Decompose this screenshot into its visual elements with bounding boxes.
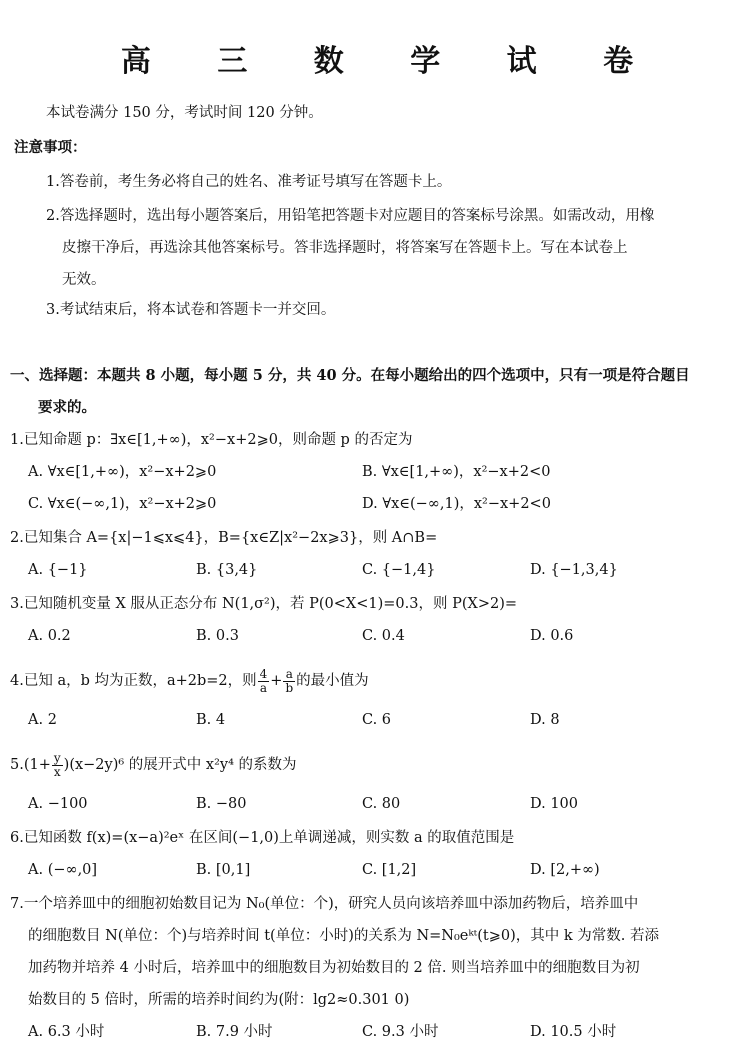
q4-fraction-2-num: a	[283, 668, 295, 682]
q7-line-1: 7.一个培养皿中的细胞初始数目记为 N₀(单位：个)，研究人员向该培养皿中添加药物后，培养皿中	[10, 896, 639, 912]
q4-fraction-1	[258, 668, 270, 695]
q4-fraction-2	[283, 668, 295, 695]
q3-option-d: D. 0.6	[530, 628, 574, 644]
q4-fraction-2-den: b	[285, 680, 294, 695]
notice-2: 2.答选择题时，选出每小题答案后，用铅笔把答题卡对应题目的答案标号涂黑。如需改动，用橡	[46, 208, 655, 224]
intro-text: 本试卷满分 150 分，考试时间 120 分钟。	[46, 105, 323, 121]
section-heading-cont: 要求的。	[38, 399, 96, 416]
q6-option-c: C. [1,2]	[362, 862, 417, 878]
q2-option-d: D. {−1,3,4}	[530, 562, 618, 578]
q4-option-d: D. 8	[530, 712, 560, 728]
q5-option-d: D. 100	[530, 796, 579, 812]
q4-option-a: A. 2	[28, 712, 57, 728]
q6-option-d: D. [2,+∞)	[530, 862, 600, 878]
q5-stem	[10, 750, 297, 780]
notice-3: 3.考试结束后，将本试卷和答题卡一并交回。	[46, 302, 336, 318]
page-title: 高 三 数 学 试 卷	[120, 44, 662, 79]
q5-fraction-num: y	[53, 750, 61, 765]
q3-option-a: A. 0.2	[28, 628, 71, 644]
notice-2-end: 无效。	[62, 272, 106, 288]
q7-option-a: A. 6.3 小时	[28, 1024, 105, 1040]
q4-stem-end: 的最小值为	[296, 673, 369, 689]
q5-option-a: A. −100	[28, 796, 88, 812]
q3-option-b: B. 0.3	[196, 628, 239, 644]
q4-plus: +	[270, 673, 283, 689]
section-heading: 一、选择题：本题共 8 小题，每小题 5 分，共 40 分。在每小题给出的四个选项中，只有一项是符合题目	[10, 367, 690, 384]
q4-option-c: C. 6	[362, 712, 392, 728]
q7-option-b: B. 7.9 小时	[196, 1024, 273, 1040]
q5-stem-end: )(x−2y)⁶ 的展开式中 x²y⁴ 的系数为	[63, 757, 297, 773]
q6-stem: 6.已知函数 f(x)=(x−a)²eˣ 在区间(−1,0)上单调递减，则实数 a 的取值范围是	[10, 830, 515, 846]
q5-option-c: C. 80	[362, 796, 401, 812]
q1-stem: 1.已知命题 p：∃x∈[1,+∞)，x²−x+2⩾0，则命题 p 的否定为	[10, 432, 413, 448]
q2-option-c: C. {−1,4}	[362, 562, 436, 578]
q6-option-b: B. [0,1]	[196, 862, 251, 878]
q1-option-d: D. ∀x∈(−∞,1)，x²−x+2<0	[362, 496, 551, 512]
q7-line-2: 的细胞数目 N(单位：个)与培养时间 t(单位：小时)的关系为 N=N₀eᵏᵗ(t⩾0)，其中 k 为常数. 若添	[28, 928, 659, 944]
q5-stem-start: 5.(1+	[10, 757, 51, 773]
notice-1: 1.答卷前，考生务必将自己的姓名、准考证号填写在答题卡上。	[46, 174, 452, 190]
q7-line-3: 加药物并培养 4 小时后，培养皿中的细胞数目为初始数目的 2 倍. 则当培养皿中的细胞数目为初	[28, 960, 640, 976]
q4-stem	[10, 666, 369, 696]
q4-option-b: B. 4	[196, 712, 226, 728]
q6-option-a: A. (−∞,0]	[28, 862, 98, 878]
q1-option-b: B. ∀x∈[1,+∞)，x²−x+2<0	[362, 464, 551, 480]
q5-fraction	[52, 752, 63, 779]
q2-option-a: A. {−1}	[28, 562, 88, 578]
q1-option-a: A. ∀x∈[1,+∞)，x²−x+2⩾0	[28, 464, 217, 480]
q1-option-c: C. ∀x∈(−∞,1)，x²−x+2⩾0	[28, 496, 217, 512]
q4-fraction-1-den: a	[259, 680, 268, 695]
notice-2-cont: 皮擦干净后，再选涂其他答案标号。答非选择题时，将答案写在答题卡上。写在本试卷上	[62, 240, 628, 256]
q3-option-c: C. 0.4	[362, 628, 405, 644]
q7-line-4: 始数目的 5 倍时，所需的培养时间约为(附：lg2≈0.301 0)	[28, 992, 410, 1008]
q5-option-b: B. −80	[196, 796, 247, 812]
q3-stem: 3.已知随机变量 X 服从正态分布 N(1,σ²)，若 P(0<X<1)=0.3，则 P(X>2)=	[10, 596, 518, 612]
notice-heading: 注意事项：	[14, 139, 87, 156]
q7-option-d: D. 10.5 小时	[530, 1024, 617, 1040]
q5-fraction-den: x	[53, 764, 61, 779]
q7-option-c: C. 9.3 小时	[362, 1024, 439, 1040]
q4-fraction-1-num: 4	[259, 666, 268, 681]
q2-stem: 2.已知集合 A={x|−1⩽x⩽4}，B={x∈Z|x²−2x⩾3}，则 A∩B=	[10, 530, 438, 546]
q4-stem-start: 4.已知 a，b 均为正数，a+2b=2，则	[10, 673, 257, 689]
q2-option-b: B. {3,4}	[196, 562, 258, 578]
